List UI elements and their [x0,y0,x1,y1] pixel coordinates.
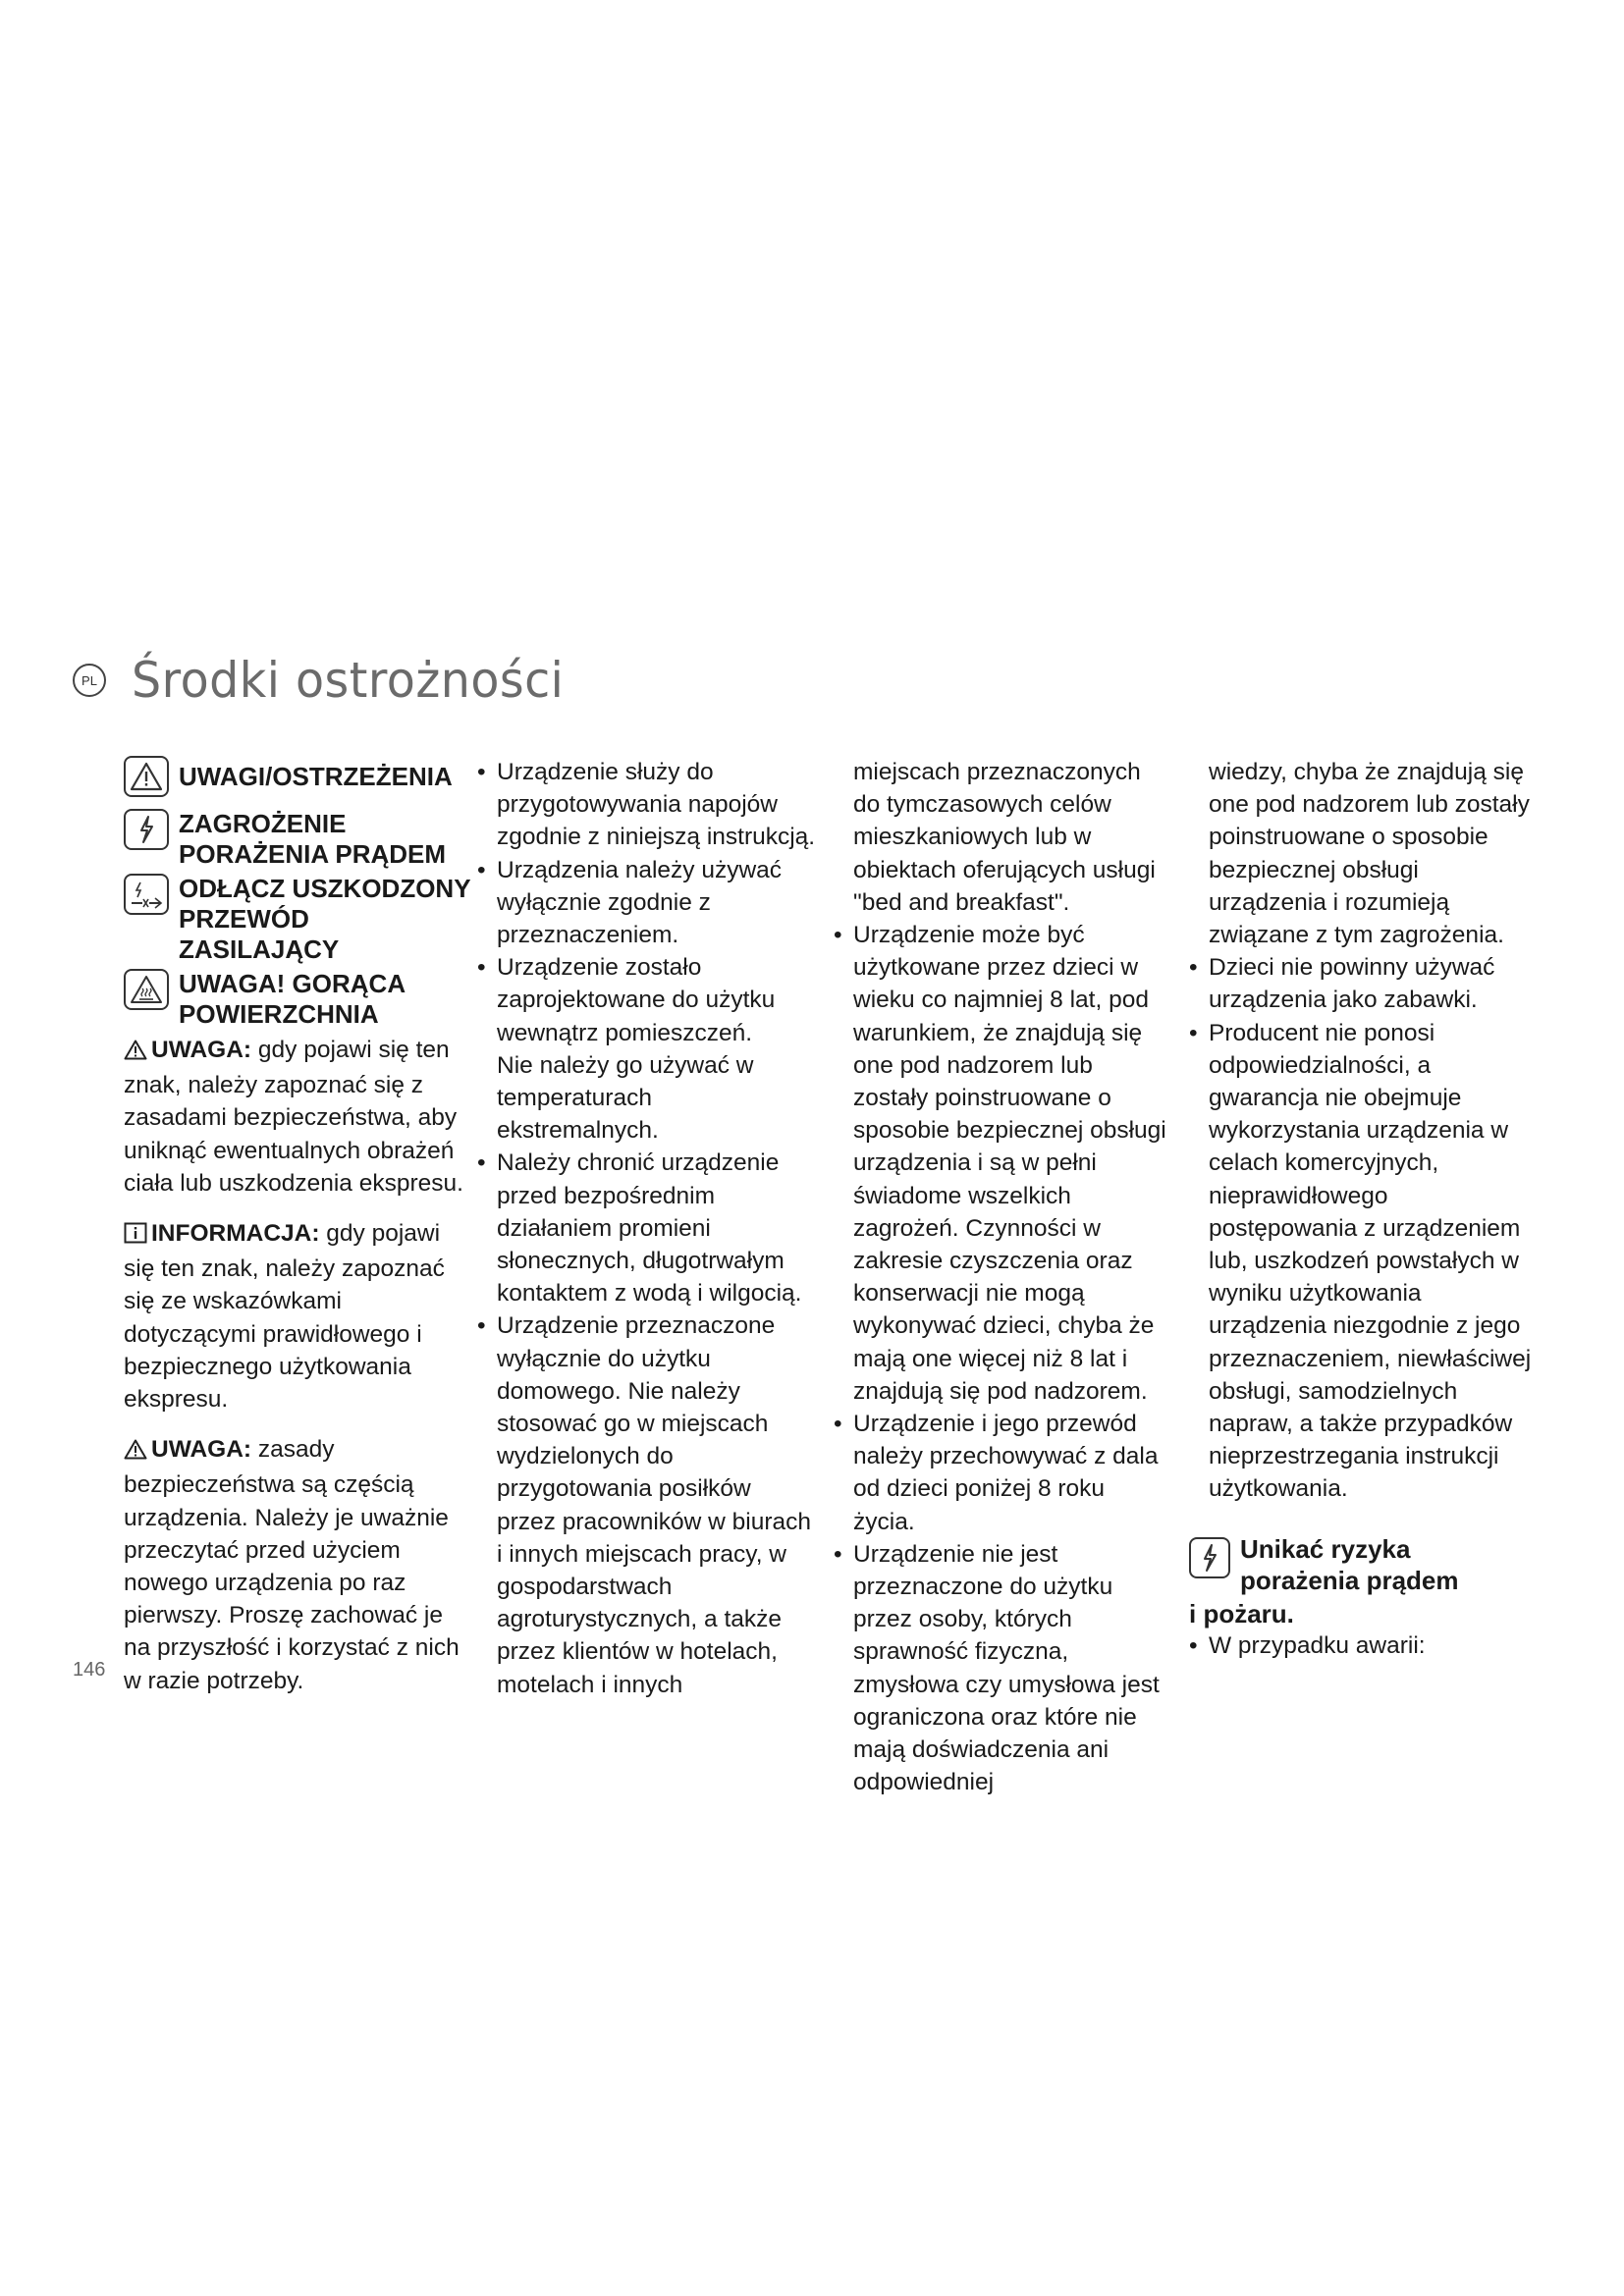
note-warning-text: gdy pojawi się ten znak, należy zapoznać się z zasadami bezpieczeństwa, aby uniknąć ewentualnych obrażeń ciała lub uszkodzenia ekspresu. [124,1037,463,1197]
list-item: • Urządzenie nie jest przeznaczone do użytku przez osoby, których sprawność fizyczna, zmysłowa czy umysłowa jest ograniczona oraz które nie mają doświadczenia ani odpowiedniej [834,1538,1172,1799]
damaged-cord-icon [124,874,169,915]
list-item: • W przypadku awarii: [1189,1629,1533,1662]
liability-list [1189,756,1533,1506]
electric-shock-icon [1189,1537,1230,1578]
legend-row-hot-surface [124,969,472,1030]
note-warning-keyword: UWAGA: [151,1037,252,1063]
legend-row-damaged-cord [124,874,472,965]
electric-shock-icon [124,809,169,850]
legend-label-damaged-cord: ODŁĄCZ USZKODZONY PRZEWÓD ZASILAJĄCY [179,874,471,964]
children-list [834,756,1172,1799]
legend-row-electric-shock [124,809,472,870]
usage-list [477,756,816,1701]
list-item: • Urządzenie może być użytkowane przez dzieci w wieku co najmniej 8 lat, pod warunkiem, że znajdują się one pod nadzorem lub zostały poinstruowane o sposobie bezpiecznej obsługi urządzenia i są w pełni świadome wszelkich zagrożeń. Czynności w zakresie czyszczenia oraz konserwacji nie mogą wykonywać dzieci, chyba że mają one więcej niż 8 lat i znajdują się pod nadzorem. [834,919,1172,1408]
section-heading-electric-shock [1189,1533,1533,1596]
info-icon [124,1220,147,1253]
section-heading-tail: i pożaru. [1189,1598,1294,1629]
note-warning [124,1034,472,1200]
warning-small-icon [124,1037,147,1069]
column-liability [1189,756,1533,1662]
legend-label-warnings: UWAGI/OSTRZEŻENIA [179,762,453,791]
list-item-continuation: miejscach przeznaczonych do tymczasowych celów mieszkaniowych lub w obiektach oferujących usługi "bed and breakfast". [853,759,1156,916]
list-item-continuation: wiedzy, chyba że znajdują się one pod nadzorem lub zostały poinstruowane o sposobie bezpiecznej obsługi urządzenia i rozumieją związane z tym zagrożenia. [1209,759,1530,949]
list-item: • Urządzenie służy do przygotowywania napojów zgodnie z niniejszą instrukcją. [477,756,816,854]
legend-row-warnings [124,756,472,797]
page-title: Środki ostrożności [132,652,565,709]
warning-small-icon [124,1436,147,1468]
section-heading-line1: Unikać ryzyka [1240,1533,1411,1564]
section-heading-line2: porażenia prądem [1240,1565,1459,1595]
note-safety-rules-text: zasady bezpieczeństwa są częścią urządzenia. Należy je uważnie przeczytać przed użyciem nowego urządzenia po raz pierwszy. Proszę zachować je na przyszłość i korzystać z nich w razie potrzeby. [124,1436,460,1694]
note-safety-rules-keyword: UWAGA: [151,1436,252,1464]
language-badge: PL [73,664,106,697]
note-information-text: gdy pojawi się ten znak, należy zapoznać się ze wskazówkami dotyczącymi prawidłowego i bezpiecznego użytkowania ekspresu. [124,1220,445,1414]
legend-label-hot-surface: UWAGA! GORĄCA POWIERZCHNIA [179,969,406,1029]
list-item: • Urządzenie przeznaczone wyłącznie do użytku domowego. Nie należy stosować go w miejscach wydzielonych do przygotowania posiłków przez pracowników w biurach i innych miejscach pracy, w gospodarstwach agroturystycznych, a także przez klientów w hotelach, motelach i innych [477,1309,816,1700]
failure-list [1189,1629,1533,1662]
warning-triangle-icon [124,756,169,797]
note-information-keyword: INFORMACJA: [151,1220,320,1248]
list-item: • Urządzenia należy używać wyłącznie zgodnie z przeznaczeniem. [477,854,816,952]
legend-label-electric-shock: ZAGROŻENIE PORAŻENIA PRĄDEM [179,809,447,869]
note-safety-rules [124,1433,472,1697]
list-item: • Należy chronić urządzenie przed bezpośrednim działaniem promieni słonecznych, długotrwałym kontaktem z wodą i wilgocią. [477,1147,816,1309]
list-item: • Urządzenie i jego przewód należy przechowywać z dala od dzieci poniżej 8 roku życia. [834,1408,1172,1538]
page-number: 146 [73,1659,106,1681]
list-item: • Dzieci nie powinny używać urządzenia jako zabawki. [1189,951,1533,1016]
column-children [834,756,1172,1799]
list-item-continuation: Nie należy go używać w temperaturach ekstremalnych. [497,1051,754,1145]
note-information [124,1217,472,1415]
section-heading-text [1240,1533,1459,1596]
hot-surface-icon [124,969,169,1010]
column-symbols-legend [124,756,472,1697]
list-item: • Urządzenie zostało zaprojektowane do użytku wewnątrz pomieszczeń. [477,951,816,1049]
list-item: • Producent nie ponosi odpowiedzialności, a gwarancja nie obejmuje wykorzystania urządzenia w celach komercyjnych, nieprawidłowego postępowania z urządzeniem lub, uszkodzeń powstałych w wyniku użytkowania urządzenia niezgodnie z jego przeznaczeniem, niewłaściwej obsługi, samodzielnych napraw, a także przypadków nieprzestrzegania instrukcji użytkowania. [1189,1017,1533,1506]
column-usage [477,756,816,1701]
page-header [73,651,587,710]
